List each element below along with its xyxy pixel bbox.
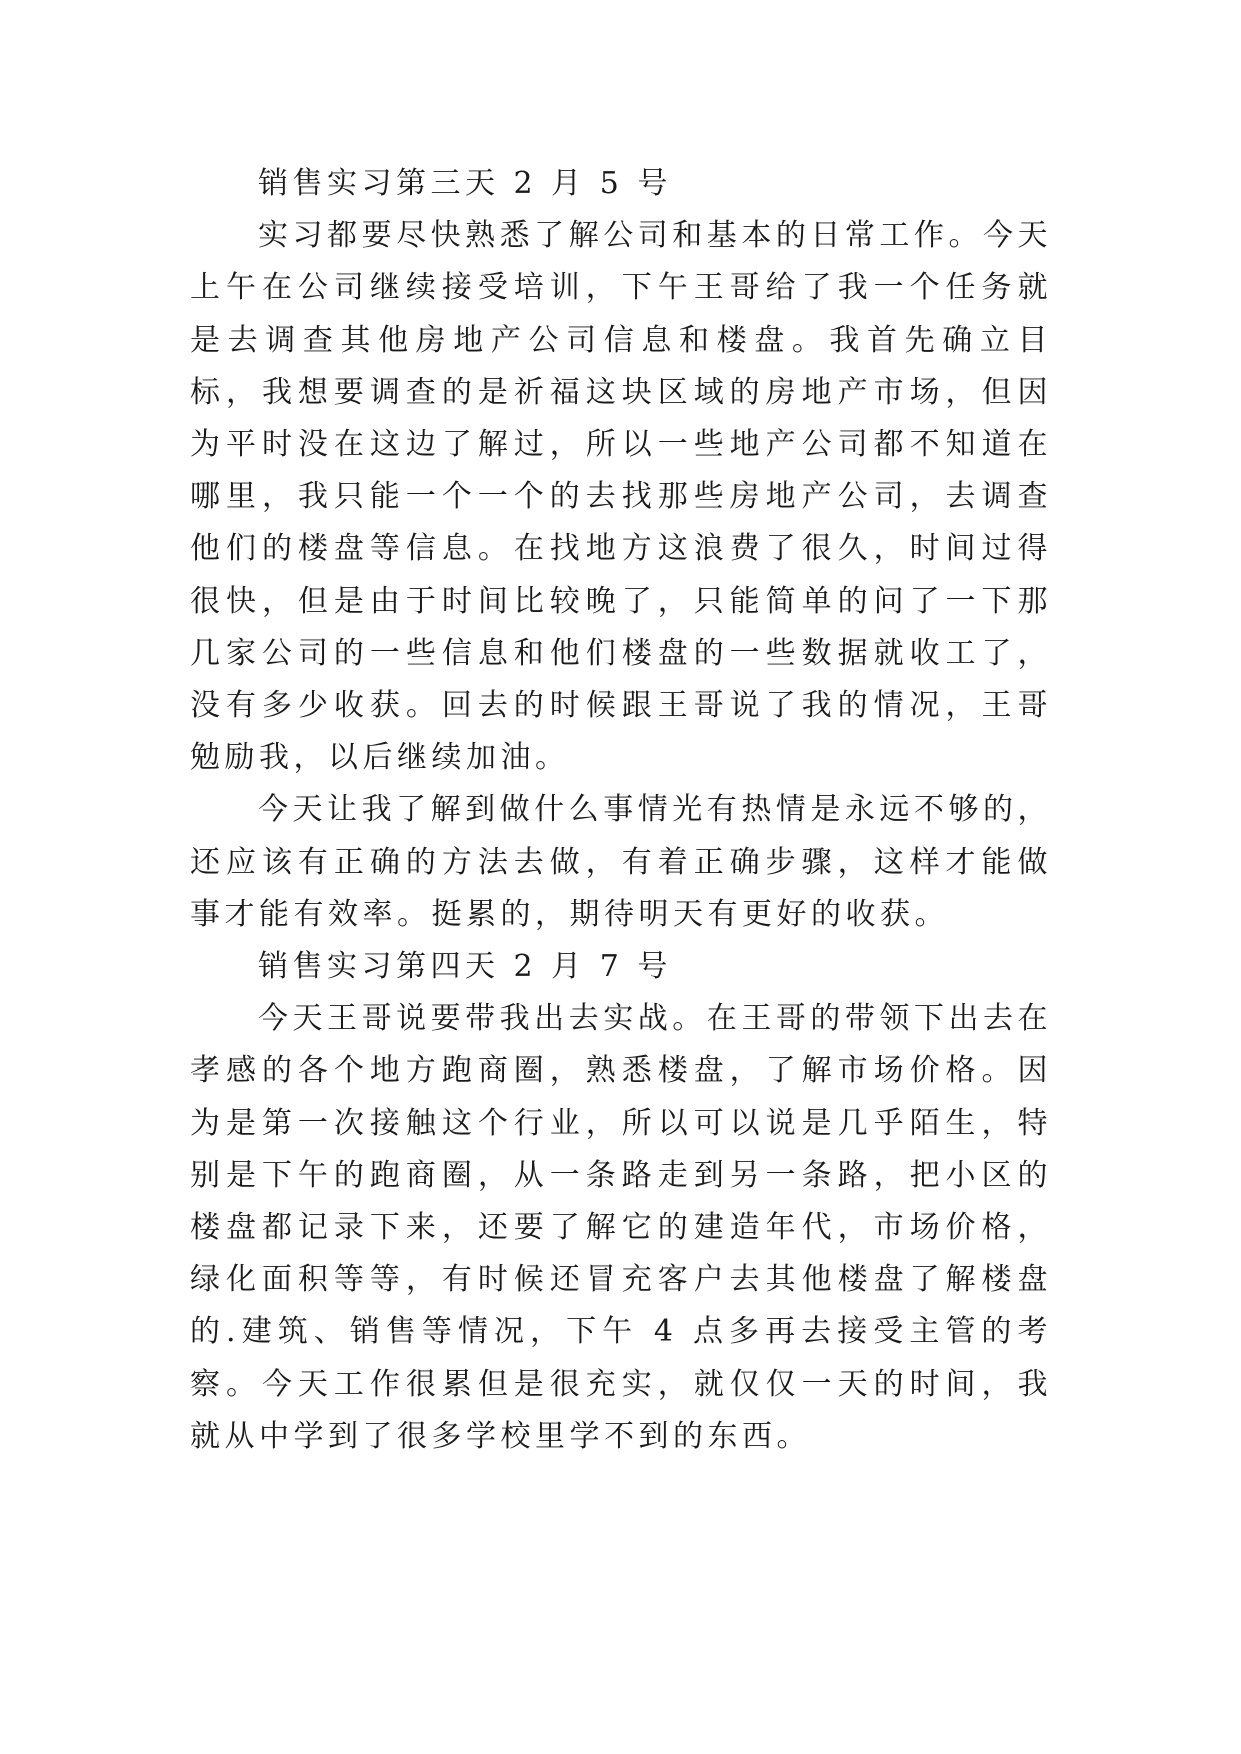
- paragraph-day-three-work: 实习都要尽快熟悉了解公司和基本的日常工作。今天上午在公司继续接受培训，下午王哥给了我一个任务就是去调查其他房地产公司信息和楼盘。我首先确立目标，我想要调查的是祈福这块区域的房地产市场，但因为平时没在这边了解过，所以一些地产公司都不知道在哪里，我只能一个一个的去找那些房地产公司，去调查他们的楼盘等信息。在找地方这浪费了很久，时间过得很快，但是由于时间比较晚了，只能简单的问了一下那几家公司的一些信息和他们楼盘的一些数据就收工了，没有多少收获。回去的时候跟王哥说了我的情况，王哥勉励我，以后继续加油。: [190, 218, 1052, 776]
- paragraph-day-four-work: 今天王哥说要带我出去实战。在王哥的带领下出去在孝感的各个地方跑商圈，熟悉楼盘，了解市场价格。因为是第一次接触这个行业，所以可以说是几乎陌生，特别是下午的跑商圈，从一条路走到另一条路，把小区的楼盘都记录下来，还要了解它的建造年代，市场价格，绿化面积等等，有时候还冒充客户去其他楼盘了解楼盘的.建筑、销售等情况，下午 4 点多再去接受主管的考察。今天工作很累但是很充实，就仅仅一天的时间，我就从中学到了很多学校里学不到的东西。: [190, 1001, 1052, 1454]
- heading-day-four: 销售实习第四天 2 月 7 号: [258, 949, 672, 985]
- document-body: [190, 158, 1052, 1463]
- paragraph-day-three-reflection: 今天让我了解到做什么事情光有热情是永远不够的，还应该有正确的方法去做，有着正确步骤，这样才能做事才能有效率。挺累的，期待明天有更好的收获。: [190, 792, 1052, 932]
- heading-day-three: 销售实习第三天 2 月 5 号: [258, 166, 672, 201]
